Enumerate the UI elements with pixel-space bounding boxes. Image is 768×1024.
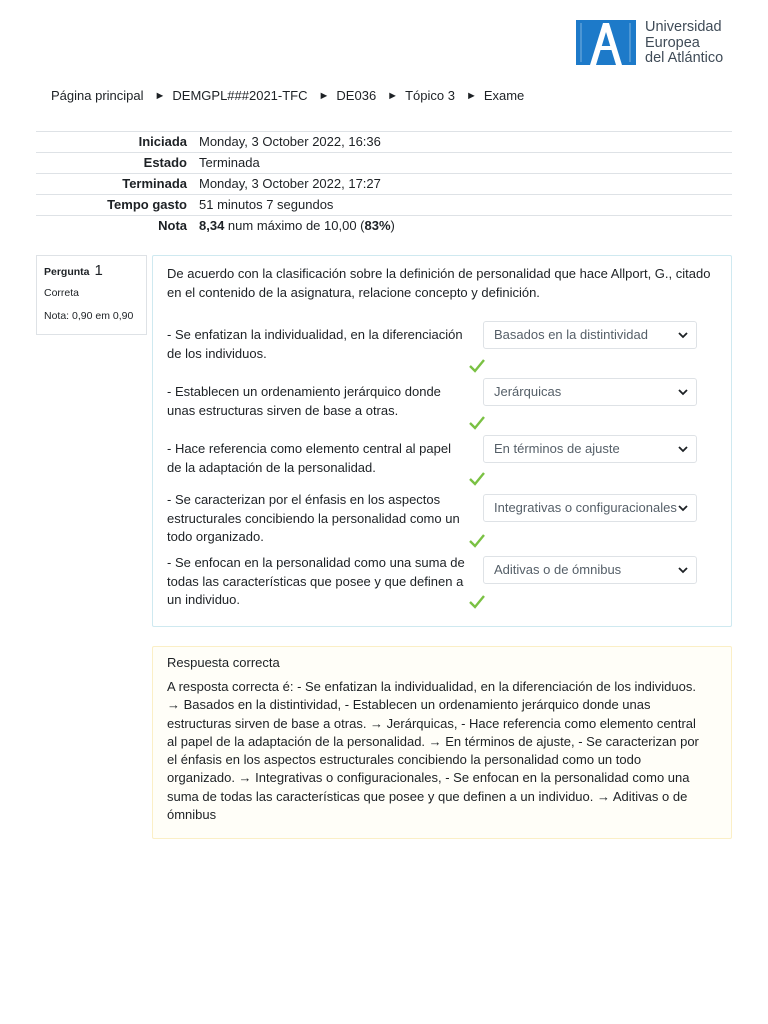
- logo-text: [645, 20, 723, 67]
- triangle-right-icon: ►: [387, 89, 399, 102]
- chevron-down-icon: [678, 445, 688, 453]
- logo-line-2: Europea: [645, 34, 700, 51]
- check-icon: [469, 595, 485, 609]
- question-content: [152, 255, 732, 627]
- summary-value: Monday, 3 October 2022, 16:36: [193, 132, 732, 153]
- summary-label: Terminada: [36, 174, 193, 195]
- logo-line-3: del Atlántico: [645, 50, 724, 66]
- match-row-label: - Se enfocan en la personalidad como una suma de todas las características que posee y que definen a un individuo.: [167, 555, 465, 607]
- question-text: De acuerdo con la clasificación sobre la definición de personalidad que hace Allport, G., citado en el contenido de la asignatura, relacione concepto y definición.: [167, 266, 711, 300]
- check-icon: [469, 534, 485, 548]
- feedback-box: [152, 646, 732, 839]
- summary-row-started: [36, 132, 732, 153]
- check-icon: [469, 416, 485, 430]
- select-value: En términos de ajuste: [494, 441, 620, 456]
- chevron-down-icon: [678, 566, 688, 574]
- summary-label: Estado: [36, 153, 193, 174]
- triangle-right-icon: ►: [154, 89, 166, 102]
- match-select[interactable]: [483, 556, 697, 584]
- match-select[interactable]: [483, 435, 697, 463]
- university-logo[interactable]: [576, 20, 723, 67]
- select-value: Integrativas o configuracionales: [494, 500, 677, 515]
- triangle-right-icon: ►: [318, 89, 330, 102]
- chevron-down-icon: [678, 504, 688, 512]
- question-number-value: 1: [94, 262, 103, 279]
- match-row-label: - Se enfatizan la individualidad, en la diferenciación de los individuos.: [167, 327, 463, 361]
- select-value: Basados en la distintividad: [494, 327, 648, 342]
- summary-value: Monday, 3 October 2022, 17:27: [193, 174, 732, 195]
- breadcrumb: [51, 88, 524, 103]
- logo-line-1: Universidad: [645, 19, 722, 35]
- summary-label: Tempo gasto: [36, 195, 193, 216]
- summary-row-grade: [36, 216, 732, 237]
- grade-score: 8,34: [199, 218, 225, 234]
- select-value: Jerárquicas: [494, 384, 562, 399]
- question-info: [36, 255, 147, 335]
- summary-label: Iniciada: [36, 132, 193, 153]
- breadcrumb-course-link[interactable]: DEMGPL###2021-TFC: [172, 88, 308, 103]
- match-row-label: - Hace referencia como elemento central al papel de la adaptación de la personalidad.: [167, 441, 451, 475]
- correct-answer-text: A resposta correcta é: - Se enfatizan la individualidad, en la diferenciación de los individuos. → Basados en la distintividad, - Establecen un ordenamiento jerárquico donde unas estructuras sirven de base a otras. → Jerárquicas, - Hace referencia como elemento central al papel de la adaptación de la personalidad. → En términos de ajuste, - Se caracterizan por el énfasis en los aspectos estructurales concibiendo la personalidad como un todo organizado. → Integrativas o configuracionales, - Se enfocan en la personalidad como una suma de todas las características que posee y que definen a un individuo. → Aditivas o de ómnibus: [167, 679, 699, 823]
- check-icon: [469, 472, 485, 486]
- grade-percent: 83%: [364, 218, 391, 234]
- summary-row-state: [36, 153, 732, 174]
- summary-row-time-taken: [36, 195, 732, 216]
- grade-text: num máximo de 10,00 (: [224, 218, 365, 234]
- match-select[interactable]: [483, 321, 697, 349]
- chevron-down-icon: [678, 331, 688, 339]
- summary-value: Terminada: [193, 153, 732, 174]
- summary-value: 51 minutos 7 segundos: [193, 195, 732, 216]
- check-icon: [469, 359, 485, 373]
- grade-text-end: ): [390, 218, 395, 234]
- breadcrumb-topic-link[interactable]: Tópico 3: [405, 88, 455, 103]
- match-row-label: - Establecen un ordenamiento jerárquico donde unas estructuras sirven de base a otras.: [167, 384, 441, 418]
- breadcrumb-module-link[interactable]: DE036: [336, 88, 377, 103]
- chevron-down-icon: [678, 388, 688, 396]
- attempt-summary-table: [36, 131, 732, 237]
- question-state: Correta: [44, 287, 80, 299]
- match-select[interactable]: [483, 378, 697, 406]
- feedback-title: Respuesta correcta: [167, 655, 280, 670]
- question-grade: Nota: 0,90 em 0,90: [44, 310, 134, 322]
- breadcrumb-exam-link[interactable]: Exame: [483, 88, 525, 103]
- summary-row-completed: [36, 174, 732, 195]
- match-row-label: - Se caracterizan por el énfasis en los aspectos estructurales concibiendo la personalidad como un todo organizado.: [167, 492, 460, 544]
- triangle-right-icon: ►: [465, 89, 477, 102]
- summary-grade-value: [193, 216, 732, 237]
- logo-mark-icon: [576, 20, 636, 65]
- question-label: Pergunta: [44, 266, 90, 278]
- select-value: Aditivas o de ómnibus: [494, 562, 622, 577]
- summary-label: Nota: [36, 216, 193, 237]
- question-number: [44, 262, 139, 279]
- breadcrumb-home-link[interactable]: Página principal: [51, 88, 144, 103]
- match-select[interactable]: [483, 494, 697, 522]
